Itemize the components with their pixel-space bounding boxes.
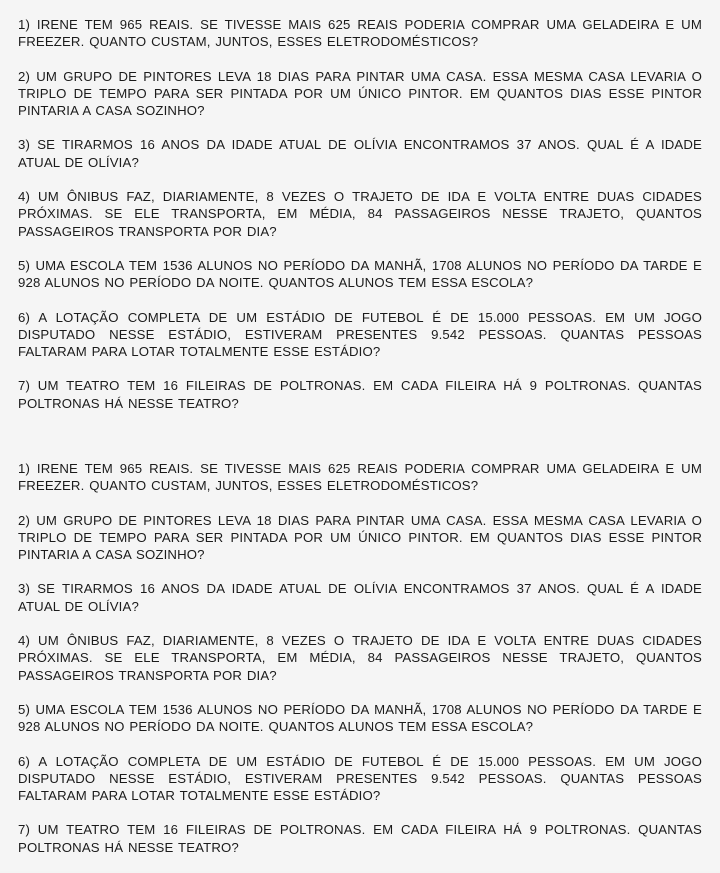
question-1: 1) IRENE TEM 965 REAIS. SE TIVESSE MAIS 625 REAIS PODERIA COMPRAR UMA GELADEIRA E UM FREEZER. QUANTO CUSTAM, JUNTOS, ESSES ELETRODOMÉSTICOS? xyxy=(18,461,702,494)
question-7: 7) UM TEATRO TEM 16 FILEIRAS DE POLTRONAS. EM CADA FILEIRA HÁ 9 POLTRONAS. QUANTAS POLTRONAS HÁ NESSE TEATRO? xyxy=(18,378,702,411)
question-list-first-copy xyxy=(18,16,702,429)
question-4: 4) UM ÔNIBUS FAZ, DIARIAMENTE, 8 VEZES O TRAJETO DE IDA E VOLTA ENTRE DUAS CIDADES PRÓXIMAS. SE ELE TRANSPORTA, EM MÉDIA, 84 PASSAGEIROS NESSE TRAJETO, QUANTOS PASSAGEIROS TRANSPORTA POR DIA? xyxy=(18,633,702,683)
question-3: 3) SE TIRARMOS 16 ANOS DA IDADE ATUAL DE OLÍVIA ENCONTRAMOS 37 ANOS. QUAL É A IDADE ATUAL DE OLÍVIA? xyxy=(18,137,702,170)
question-6: 6) A LOTAÇÃO COMPLETA DE UM ESTÁDIO DE FUTEBOL É DE 15.000 PESSOAS. EM UM JOGO DISPUTADO NESSE ESTÁDIO, ESTIVERAM PRESENTES 9.542 PESSOAS. QUANTAS PESSOAS FALTARAM PARA LOTAR TOTALMENTE ESSE ESTÁDIO? xyxy=(18,753,702,804)
question-3: 3) SE TIRARMOS 16 ANOS DA IDADE ATUAL DE OLÍVIA ENCONTRAMOS 37 ANOS. QUAL É A IDADE ATUAL DE OLÍVIA? xyxy=(18,581,702,614)
question-1: 1) IRENE TEM 965 REAIS. SE TIVESSE MAIS 625 REAIS PODERIA COMPRAR UMA GELADEIRA E UM FREEZER. QUANTO CUSTAM, JUNTOS, ESSES ELETRODOMÉSTICOS? xyxy=(18,17,702,50)
question-4: 4) UM ÔNIBUS FAZ, DIARIAMENTE, 8 VEZES O TRAJETO DE IDA E VOLTA ENTRE DUAS CIDADES PRÓXIMAS. SE ELE TRANSPORTA, EM MÉDIA, 84 PASSAGEIROS NESSE TRAJETO, QUANTOS PASSAGEIROS TRANSPORTA POR DIA? xyxy=(18,189,702,239)
question-5: 5) UMA ESCOLA TEM 1536 ALUNOS NO PERÍODO DA MANHÃ, 1708 ALUNOS NO PERÍODO DA TARDE E 928 ALUNOS NO PERÍODO DA NOITE. QUANTOS ALUNOS TEM ESSA ESCOLA? xyxy=(18,701,702,735)
question-2: 2) UM GRUPO DE PINTORES LEVA 18 DIAS PARA PINTAR UMA CASA. ESSA MESMA CASA LEVARIA O TRIPLO DE TEMPO PARA SER PINTADA POR UM ÚNICO PINTOR. EM QUANTOS DIAS ESSE PINTOR PINTARIA A CASA SOZINHO? xyxy=(18,68,702,119)
question-list-second-copy xyxy=(18,460,702,873)
question-2: 2) UM GRUPO DE PINTORES LEVA 18 DIAS PARA PINTAR UMA CASA. ESSA MESMA CASA LEVARIA O TRIPLO DE TEMPO PARA SER PINTADA POR UM ÚNICO PINTOR. EM QUANTOS DIAS ESSE PINTOR PINTARIA A CASA SOZINHO? xyxy=(18,512,702,563)
question-7: 7) UM TEATRO TEM 16 FILEIRAS DE POLTRONAS. EM CADA FILEIRA HÁ 9 POLTRONAS. QUANTAS POLTRONAS HÁ NESSE TEATRO? xyxy=(18,822,702,855)
question-6: 6) A LOTAÇÃO COMPLETA DE UM ESTÁDIO DE FUTEBOL É DE 15.000 PESSOAS. EM UM JOGO DISPUTADO NESSE ESTÁDIO, ESTIVERAM PRESENTES 9.542 PESSOAS. QUANTAS PESSOAS FALTARAM PARA LOTAR TOTALMENTE ESSE ESTÁDIO? xyxy=(18,309,702,360)
question-5: 5) UMA ESCOLA TEM 1536 ALUNOS NO PERÍODO DA MANHÃ, 1708 ALUNOS NO PERÍODO DA TARDE E 928 ALUNOS NO PERÍODO DA NOITE. QUANTOS ALUNOS TEM ESSA ESCOLA? xyxy=(18,257,702,291)
